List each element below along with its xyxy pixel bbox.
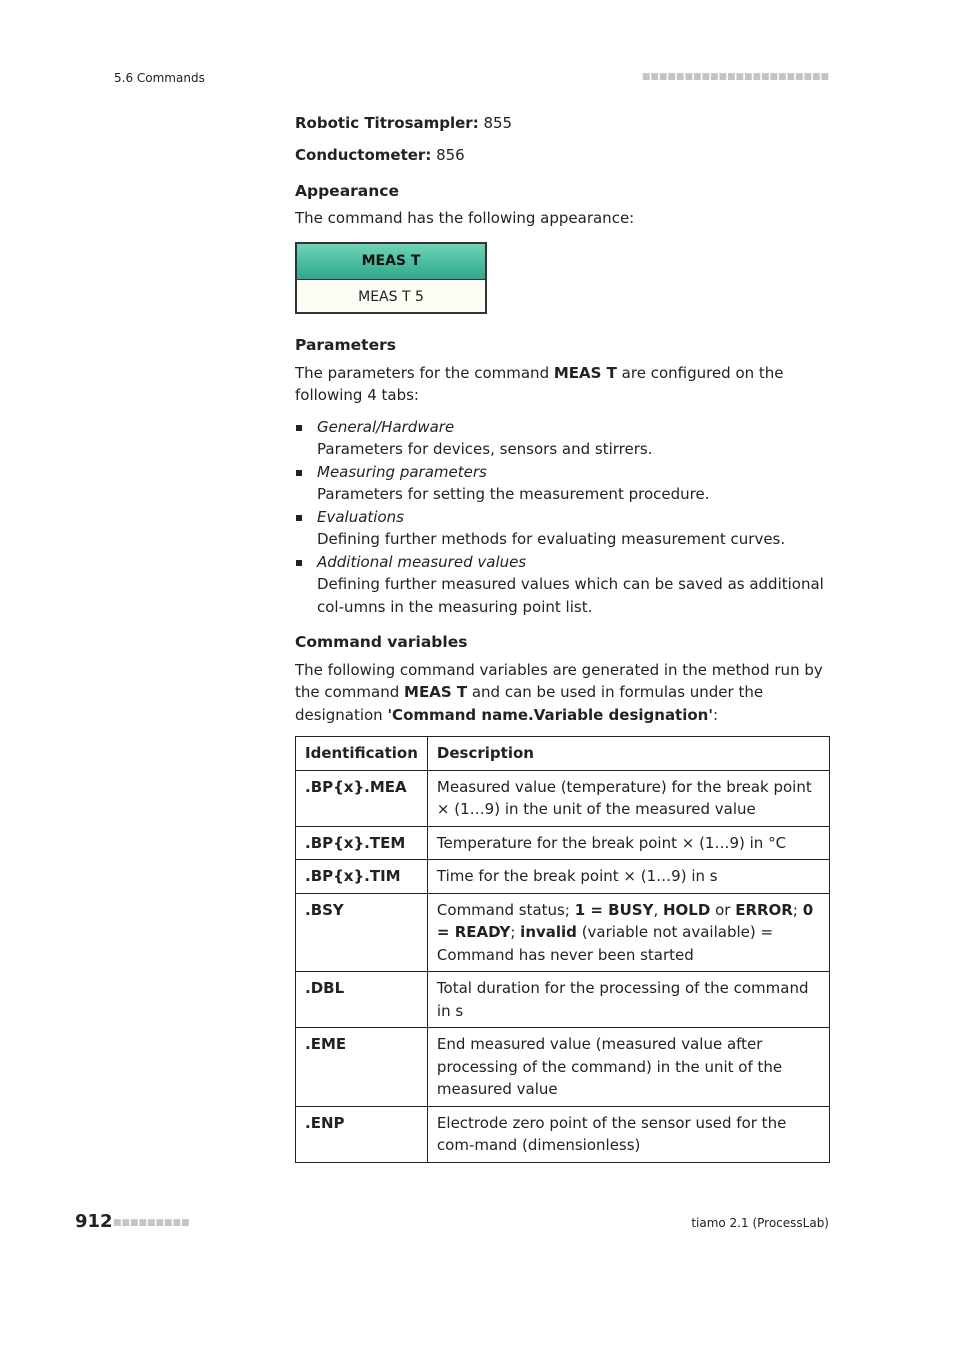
bullet-icon (296, 515, 302, 521)
main-content (295, 112, 830, 1163)
command-variables-heading: Command variables (295, 633, 468, 651)
bullet-icon (296, 470, 302, 476)
header-dots: ■■■■■■■■■■■■■■■■■■■■■■ (641, 72, 829, 82)
command-box-name: MEAS T 5 (358, 289, 424, 305)
table-row (296, 893, 830, 972)
table-row (296, 972, 830, 1028)
product-name: tiamo 2.1 (ProcessLab) (691, 1216, 829, 1230)
variable-desc: End measured value (measured value after processing of the command) in the unit of the measured value (427, 1028, 829, 1107)
variable-id: .BP{x}.MEA (296, 770, 428, 826)
command-variables-table (295, 736, 830, 1163)
spec-conductometer: Conductometer: 856 (295, 145, 465, 164)
tabs-list (295, 416, 830, 619)
bullet-icon (296, 560, 302, 566)
parameters-heading: Parameters (295, 336, 396, 354)
column-header-identification: Identification (296, 737, 428, 771)
variable-desc: Measured value (temperature) for the break point × (1…9) in the unit of the measured value (427, 770, 829, 826)
variable-id: .DBL (296, 972, 428, 1028)
appearance-heading: Appearance (295, 182, 399, 200)
appearance-text: The command has the following appearance: (295, 208, 635, 227)
variable-id: .BP{x}.TIM (296, 860, 428, 894)
command-appearance-box (295, 242, 487, 314)
variable-desc: Temperature for the break point × (1…9) in °C (427, 826, 829, 860)
table-row (296, 770, 830, 826)
variable-id: .ENP (296, 1106, 428, 1162)
spec-robotic-titrosampler: Robotic Titrosampler: 855 (295, 114, 513, 132)
variable-id: .BSY (296, 893, 428, 972)
variable-id: .BP{x}.TEM (296, 826, 428, 860)
table-row (296, 826, 830, 860)
variable-desc: Total duration for the processing of the command in s (427, 972, 829, 1028)
table-row (296, 1106, 830, 1162)
variable-desc: Command status; 1 = BUSY, HOLD or ERROR; 0 = READY; invalid (variable not available) = Command has never been started (427, 893, 829, 972)
table-header-row (296, 737, 830, 771)
table-row (296, 860, 830, 894)
command-box-title: MEAS T (297, 244, 485, 280)
variable-desc: Electrode zero point of the sensor used for the com-mand (dimensionless) (427, 1106, 829, 1162)
variable-id: .EME (296, 1028, 428, 1107)
page-number: 912 (75, 1211, 113, 1232)
list-item: Additional measured values Defining further measured values which can be saved as additional col-umns in the measuring point list. (295, 551, 830, 619)
bullet-icon (296, 425, 302, 431)
variable-desc: Time for the break point × (1…9) in s (427, 860, 829, 894)
list-item: General/Hardware Parameters for devices, sensors and stirrers. (295, 416, 830, 461)
footer-dots: ■■■■■■■■■ (113, 1218, 190, 1228)
list-item: Measuring parameters Parameters for setting the measurement procedure. (295, 461, 830, 506)
command-variables-text: The following command variables are generated in the method run by the command MEAS T and can be used in formulas under the designation 'Command name.Variable designation': (295, 660, 823, 724)
running-header-section: 5.6 Commands (114, 71, 205, 85)
parameters-text: The parameters for the command MEAS T are configured on the following 4 tabs: (295, 363, 784, 404)
column-header-description: Description (427, 737, 829, 771)
table-row (296, 1028, 830, 1107)
list-item: Evaluations Defining further methods for evaluating measurement curves. (295, 506, 830, 551)
